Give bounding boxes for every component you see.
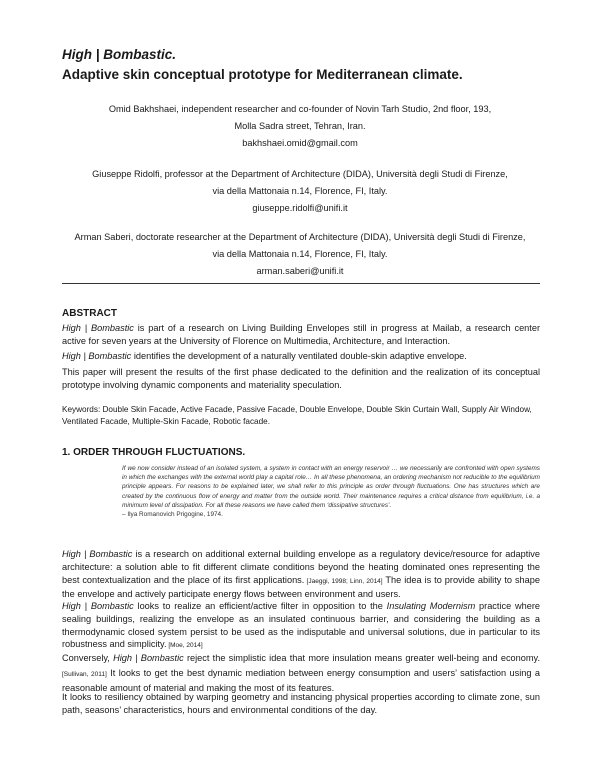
section-1-paragraph-4: It looks to resiliency obtained by warping geometry and instancing physical properties according to climate zone, sun path, seasons’ characteristics, hours and environmental conditions of the day. [62, 692, 540, 715]
project-name: High | Bombastic [62, 323, 134, 333]
quote-attribution: – Ilya Romanovich Prigogine, 1974. [122, 511, 223, 519]
quote-text: If we now consider instead of an isolated system, a system in contact with an energy reservoir … we necessarily are confronted with open systems in which the exchanges with the external world play a capital role… In all these phenomena, an ordering mechanism not reducible to the equilibrium principle appears. For reasons to be explained later, we shall refer to this principle as order through fluctuations. One has structures which are created by the continuous flow of energy and matter from the outside world. Their maintenance requires a critical distance from equilibrium, i.e. a minimum level of dissipation. For all these reasons we have called them ‘dissipative structures’. [122, 465, 540, 509]
project-name: High | Bombastic [113, 653, 184, 663]
abstract-heading: ABSTRACT [62, 308, 117, 319]
abstract-paragraph-2 [62, 350, 540, 363]
keywords: Keywords: Double Skin Facade, Active Facade, Passive Facade, Double Envelope, Double Skin Curtain Wall, Supply Air Window, Ventilated Facade, Multiple-Skin Facade, Robotic facade. [62, 405, 532, 426]
author-email: arman.saberi@unifi.it [256, 266, 344, 276]
paper-title-line2: Adaptive skin conceptual prototype for Mediterranean climate. [62, 67, 463, 82]
paper-title-line1: High | Bombastic. [62, 47, 177, 62]
text-run: It looks to get the best dynamic mediation between energy consumption and users’ satisfaction using a reasonable amount of material and making the most of its features. [62, 667, 540, 693]
section-1-paragraph-3 [62, 652, 540, 694]
text-run: reject the simplistic idea that more insulation means greater well-being and economy. [183, 653, 540, 663]
author-line: Omid Bakhshaei, independent researcher and co-founder of Novin Tarh Studio, 2nd floor, 193, [108, 104, 492, 114]
project-name: High | Bombastic [62, 351, 132, 361]
citation: [Sullivan, 2011] [62, 670, 107, 678]
author-line: via della Mattonaia n.14, Florence, FI, Italy. [212, 249, 388, 259]
author-affiliation-1 [60, 101, 540, 152]
author-line: Arman Saberi, doctorate researcher at the Department of Architecture (DIDA), Università degli Studi di Firenze, [74, 232, 526, 242]
horizontal-rule [62, 283, 540, 284]
section-1-heading: 1. ORDER THROUGH FLUCTUATIONS. [62, 447, 246, 458]
project-name: High | Bombastic [62, 549, 133, 559]
text-run: The idea is to provide ability to shape the envelope and actively participate energy flows between environment and users. [62, 574, 540, 600]
abstract-paragraph-3: This paper will present the results of the first phase dedicated to the definition and the realization of its conceptual prototype involving dynamic components and materiality speculation. [62, 367, 540, 390]
author-line: Giuseppe Ridolfi, professor at the Department of Architecture (DIDA), Università degli Studi di Firenze, [92, 169, 508, 179]
author-affiliation-3 [60, 229, 540, 280]
text-run: practice where sealing buildings, realizing the envelope as an insulated continuous barrier, and considering the building as a thermodynamic closed system persist to be used as the indisputable and universal solutions, due in particular to its robustness and simplicity. [62, 601, 540, 650]
author-line: via della Mattonaia n.14, Florence, FI, Italy. [212, 186, 388, 196]
citation: [Jaeggi, 1998; Linn, 2014] [304, 577, 383, 585]
text-run: Conversely, [62, 653, 114, 663]
section-1-paragraph-1 [62, 548, 540, 601]
term: Insulating Modernism [386, 601, 476, 611]
text-run: is part of a research on Living Building Envelopes still in progress at Mailab, a research center active for seven years at the University of Florence on Multimedia, Architecture, and Interaction. [62, 323, 541, 346]
text-run: identifies the development of a naturally ventilated double-skin adaptive envelope. [131, 351, 467, 361]
author-line: Molla Sadra street, Tehran, Iran. [234, 121, 366, 131]
author-email: bakhshaei.omid@gmail.com [242, 138, 358, 148]
project-name: High | Bombastic [62, 601, 134, 611]
author-affiliation-2 [60, 166, 540, 217]
abstract-paragraph-1 [62, 322, 540, 348]
epigraph-quote [122, 464, 540, 519]
citation: [Moe, 2014] [166, 642, 203, 650]
text-run: looks to realize an efficient/active filter in opposition to the [133, 601, 387, 611]
author-email: giuseppe.ridolfi@unifi.it [252, 203, 348, 213]
section-1-paragraph-2 [62, 600, 540, 653]
text-run: is a research on additional external building envelope as a regulatory device/resource for adaptive architecture: a solution able to fit different climate conditions beyond the heating dominated ones representing the best contextualization and the place of its first applications. [62, 549, 540, 585]
